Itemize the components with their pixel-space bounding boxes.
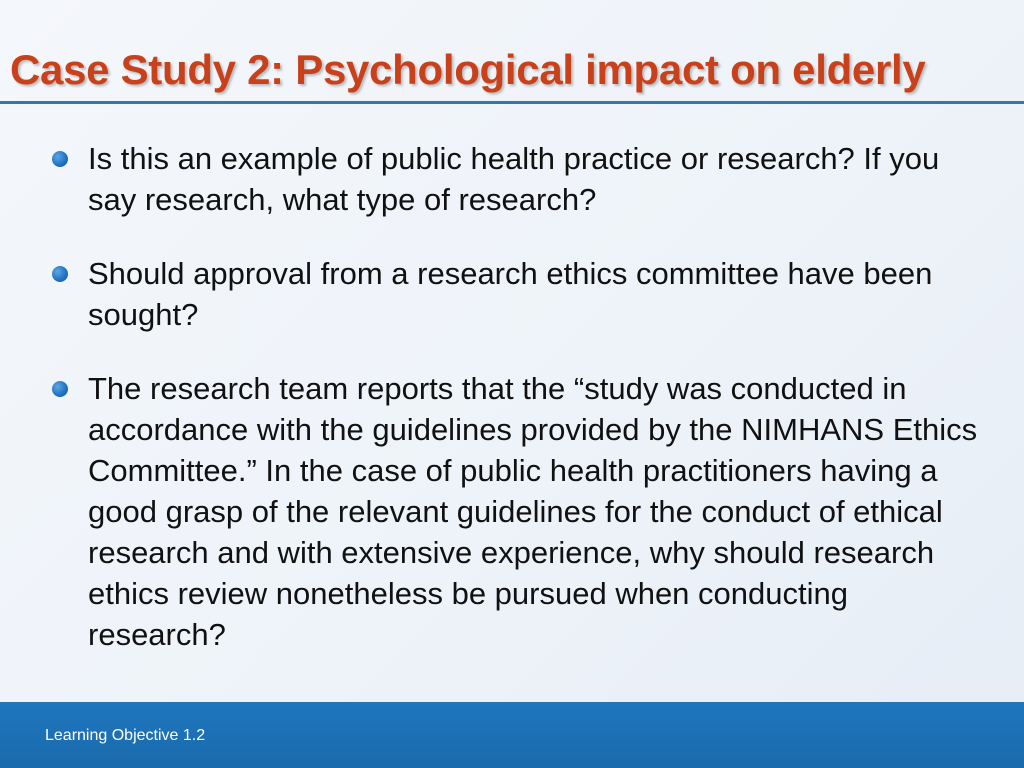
bullet-text: Should approval from a research ethics committee have been sought? [88,256,933,332]
learning-objective-label: Learning Objective 1.2 [45,727,206,744]
bullet-item [52,138,982,220]
footer-bar [0,702,1024,768]
bullet-dot-icon [52,266,68,282]
bullet-text: The research team reports that the “study was conducted in accordance with the guidelines provided by the NIMHANS Ethics Committee.” In the case of public health practitioners having a good grasp of the relevant guidelines for the conduct of ethical research and with extensive experience, why should research ethics review nonetheless be pursued when conducting research? [88,371,978,652]
bullet-dot-icon [52,151,68,167]
slide-title: Case Study 2: Psychological impact on elderly [10,46,926,93]
title-divider [0,101,1024,104]
bullet-dot-icon [52,381,68,397]
bullet-item [52,253,982,335]
bullet-item [52,368,982,655]
bullet-text: Is this an example of public health practice or research? If you say research, what type of research? [88,141,940,217]
bullet-list [52,138,982,688]
